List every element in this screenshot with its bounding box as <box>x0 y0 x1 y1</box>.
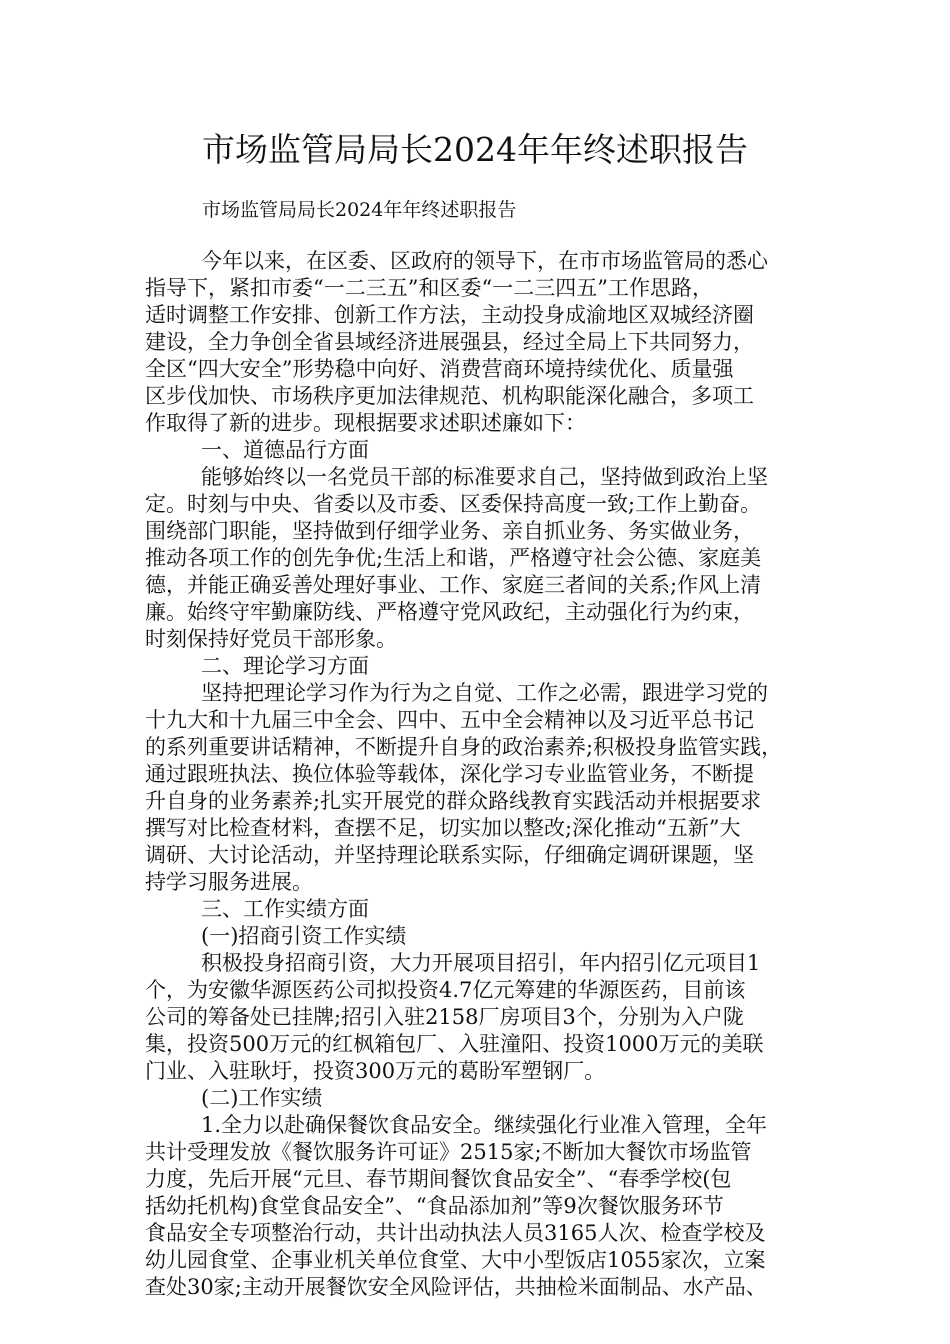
body-text-line: 坚持把理论学习作为行为之自觉、工作之必需，跟进学习党的 <box>201 681 768 705</box>
body-text-line: 1.全力以赴确保餐饮食品安全。继续强化行业准入管理，全年 <box>201 1113 768 1137</box>
body-text-line: 一、道德品行方面 <box>201 438 369 462</box>
body-text-line: 食品安全专项整治行动，共计出动执法人员3165人次、检查学校及 <box>145 1221 766 1245</box>
body-text-line: 力度，先后开展“元旦、春节期间餐饮食品安全”、“春季学校(包 <box>145 1167 732 1191</box>
body-text-line: 集，投资500万元的红枫箱包厂、入驻潼阳、投资1000万元的美联 <box>145 1032 764 1056</box>
body-text-line: 公司的筹备处已挂牌;招引入驻2158厂房项目3个，分别为入户陇 <box>145 1005 744 1029</box>
body-text-line: (一)招商引资工作实绩 <box>201 924 407 948</box>
document-title: 市场监管局局长2024年年终述职报告 <box>202 130 748 169</box>
body-text-line: 作取得了新的进步。现根据要求述职述廉如下： <box>145 411 586 435</box>
body-text-line: 共计受理发放《餐饮服务许可证》2515家;不断加大餐饮市场监管 <box>145 1140 752 1164</box>
body-text-line: 通过跟班执法、换位体验等载体，深化学习专业监管业务，不断提 <box>145 762 754 786</box>
body-text-line: 时刻保持好党员干部形象。 <box>145 627 397 651</box>
body-text-line: 幼儿园食堂、企事业机关单位食堂、大中小型饭店1055家次，立案 <box>145 1248 766 1272</box>
body-text-line: 区步伐加快、市场秩序更加法律规范、机构职能深化融合，多项工 <box>145 384 754 408</box>
body-text-line: 指导下，紧扣市委“一二三五”和区委“一二三四五”工作思路， <box>145 276 713 300</box>
document-body <box>145 248 825 1301</box>
body-text-line: 升自身的业务素养;扎实开展党的群众路线教育实践活动并根据要求 <box>145 789 762 813</box>
body-text-line: 推动各项工作的创先争优;生活上和谐，严格遵守社会公德、家庭美 <box>145 546 762 570</box>
body-text-line: 建设，全力争创全省县域经济进展强县，经过全局上下共同努力， <box>145 330 754 354</box>
body-text-line: 撰写对比检查材料，查摆不足，切实加以整改;深化推动“五新”大 <box>145 816 741 840</box>
body-text-line: 十九大和十九届三中全会、四中、五中全会精神以及习近平总书记 <box>145 708 754 732</box>
body-text-line: 三、工作实绩方面 <box>201 897 369 921</box>
body-text-line: 能够始终以一名党员干部的标准要求自己，坚持做到政治上坚 <box>201 465 768 489</box>
body-text-line: 今年以来，在区委、区政府的领导下，在市市场监管局的悉心 <box>201 249 768 273</box>
body-text-line: 德，并能正确妥善处理好事业、工作、家庭三者间的关系;作风上清 <box>145 573 762 597</box>
body-text-line: 持学习服务进展。 <box>145 870 313 894</box>
document-subtitle: 市场监管局局长2024年年终述职报告 <box>202 199 517 221</box>
body-text-line: 全区“四大安全”形势稳中向好、消费营商环境持续优化、质量强 <box>145 357 734 381</box>
body-text-line: 个，为安徽华源医药公司拟投资4.7亿元筹建的华源医药，目前该 <box>145 978 746 1002</box>
body-text-line: 廉。始终守牢勤廉防线、严格遵守党风政纪，主动强化行为约束， <box>145 600 754 624</box>
body-text-line: 二、理论学习方面 <box>201 654 369 678</box>
body-text-line: 围绕部门职能，坚持做到仔细学业务、亲自抓业务、务实做业务， <box>145 519 754 543</box>
body-text-line: 括幼托机构)食堂食品安全”、“食品添加剂”等9次餐饮服务环节 <box>145 1194 724 1218</box>
body-text-line: 适时调整工作安排、创新工作方法，主动投身成渝地区双城经济圈 <box>145 303 754 327</box>
body-text-line: 积极投身招商引资，大力开展项目招引，年内招引亿元项目1 <box>201 951 761 975</box>
body-text-line: 的系列重要讲话精神，不断提升自身的政治素养;积极投身监管实践， <box>145 735 783 759</box>
body-text-line: (二)工作实绩 <box>201 1086 323 1110</box>
body-text-line: 定。时刻与中央、省委以及市委、区委保持高度一致;工作上勤奋。 <box>145 492 762 516</box>
body-text-line: 调研、大讨论活动，并坚持理论联系实际，仔细确定调研课题，坚 <box>145 843 754 867</box>
body-text-line: 门业、入驻耿圩，投资300万元的葛盼军塑钢厂。 <box>145 1059 606 1083</box>
body-text-line: 查处30家;主动开展餐饮安全风险评估，共抽检米面制品、水产品、 <box>145 1275 767 1299</box>
